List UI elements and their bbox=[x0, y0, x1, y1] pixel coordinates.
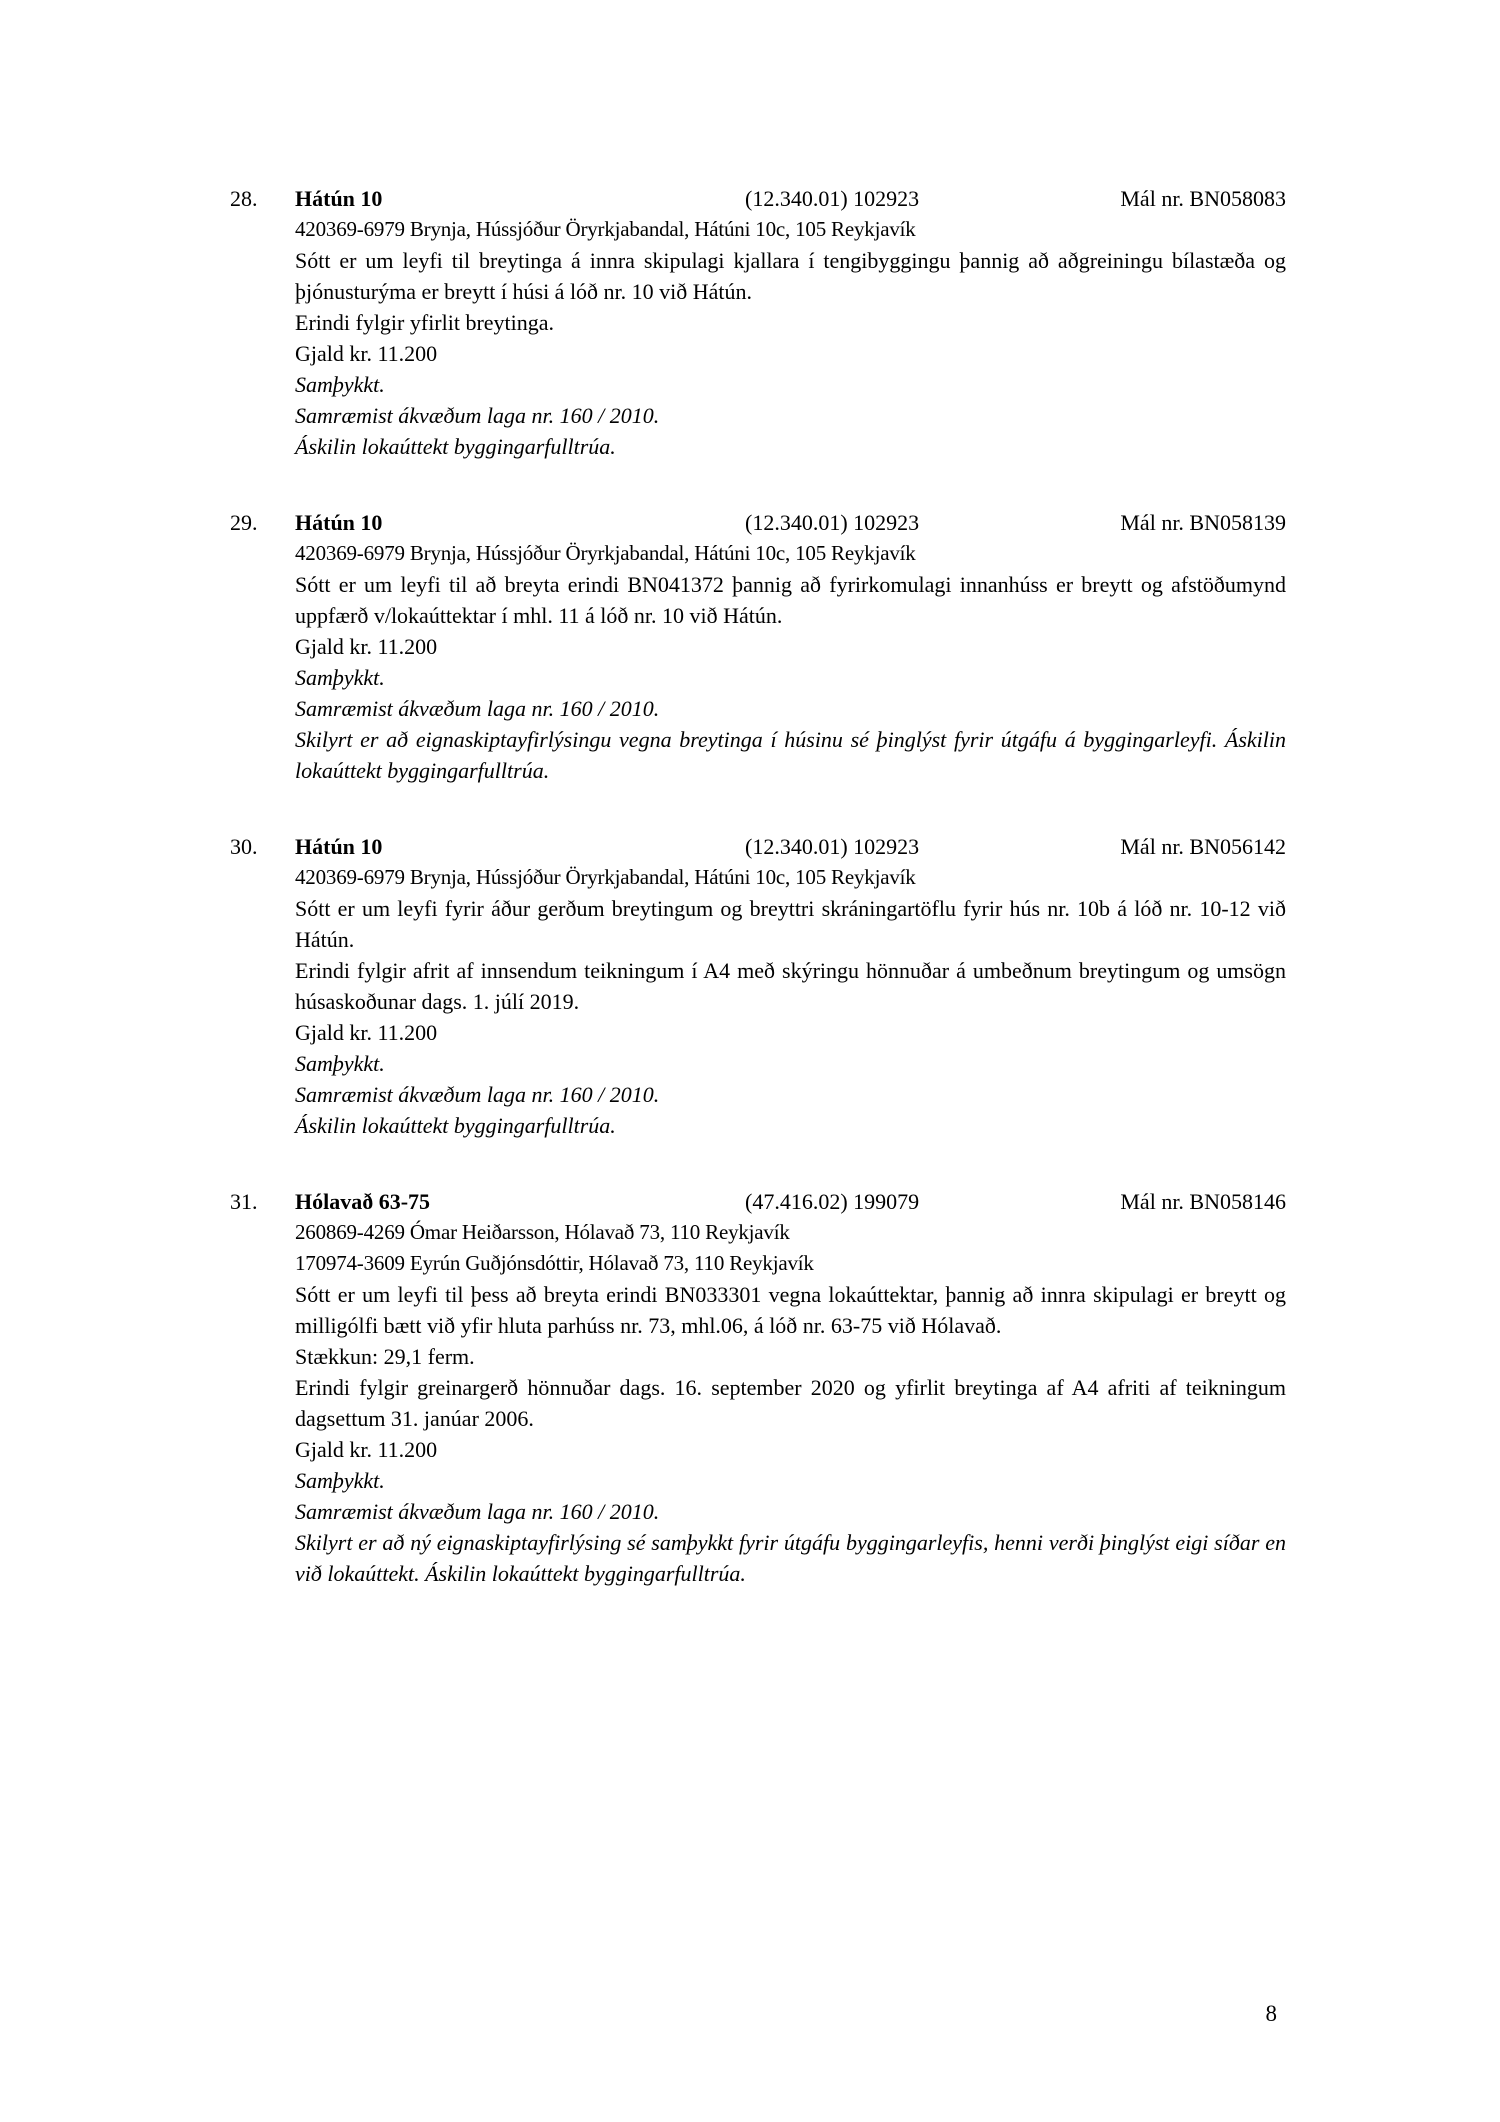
item-text-line: Áskilin lokaúttekt byggingarfulltrúa. bbox=[295, 434, 616, 459]
item-text-line: Sótt er um leyfi fyrir áður gerðum breytingum og breyttri skráningartöflu fyrir hús nr. 10b á lóð nr. 10-12 við Hátún. bbox=[295, 896, 1286, 952]
item-case-number: Mál nr. BN058083 bbox=[1120, 186, 1286, 211]
item-title: Hólavað 63-75 bbox=[295, 1189, 431, 1214]
item-text-line: 170974-3609 Eyrún Guðjónsdóttir, Hólavað 73, 110 Reykjavík bbox=[295, 1251, 814, 1275]
item-case-number: Mál nr. BN058146 bbox=[1120, 1189, 1286, 1214]
item-text-line: Samþykkt. bbox=[295, 1051, 385, 1076]
item-number: 29. bbox=[230, 510, 258, 535]
item-body bbox=[295, 538, 1286, 786]
item-header bbox=[295, 507, 1286, 538]
item-text-line: Gjald kr. 11.200 bbox=[295, 1020, 438, 1045]
agenda-item bbox=[230, 1186, 1286, 1589]
item-text-line: Samræmist ákvæðum laga nr. 160 / 2010. bbox=[295, 1499, 660, 1524]
item-text-line: 420369-6979 Brynja, Hússjóður Öryrkjabandal, Hátúni 10c, 105 Reykjavík bbox=[295, 541, 916, 565]
item-header bbox=[295, 183, 1286, 214]
item-text-line: Erindi fylgir yfirlit breytinga. bbox=[295, 310, 555, 335]
item-text-line: Samþykkt. bbox=[295, 665, 385, 690]
item-text-line: Skilyrt er að ný eignaskiptayfirlýsing sé samþykkt fyrir útgáfu byggingarleyfis, henni verði þinglýst eigi síðar en við lokaúttekt. Áskilin lokaúttekt byggingarfulltrúa. bbox=[295, 1530, 1286, 1586]
page-number: 8 bbox=[1265, 2001, 1277, 2026]
item-text-line: Skilyrt er að eignaskiptayfirlýsingu vegna breytinga í húsinu sé þinglýst fyrir útgáfu á byggingarleyfi. Áskilin lokaúttekt byggingarfulltrúa. bbox=[295, 727, 1286, 783]
item-text-line: Áskilin lokaúttekt byggingarfulltrúa. bbox=[295, 1113, 616, 1138]
item-text-line: Sótt er um leyfi til þess að breyta erindi BN033301 vegna lokaúttektar, þannig að innra skipulagi er breytt og milligólfi bætt við yfir hluta parhúss nr. 73, mhl.06, á lóð nr. 63-75 við Hólavað. bbox=[295, 1282, 1286, 1338]
item-text-line: Stækkun: 29,1 ferm. bbox=[295, 1344, 475, 1369]
item-text-line: Samræmist ákvæðum laga nr. 160 / 2010. bbox=[295, 1082, 660, 1107]
item-case-number: Mál nr. BN056142 bbox=[1120, 834, 1286, 859]
item-title: Hátún 10 bbox=[295, 186, 383, 211]
item-title: Hátún 10 bbox=[295, 510, 383, 535]
item-header bbox=[295, 1186, 1286, 1217]
item-case-number: Mál nr. BN058139 bbox=[1120, 510, 1286, 535]
agenda-item bbox=[230, 183, 1286, 462]
item-text-line: Samþykkt. bbox=[295, 1468, 385, 1493]
item-property-code: (47.416.02) 199079 bbox=[745, 1189, 920, 1214]
item-text-line: Samræmist ákvæðum laga nr. 160 / 2010. bbox=[295, 696, 660, 721]
item-text-line: Gjald kr. 11.200 bbox=[295, 634, 438, 659]
item-number: 31. bbox=[230, 1189, 258, 1214]
item-property-code: (12.340.01) 102923 bbox=[745, 186, 920, 211]
item-body bbox=[295, 214, 1286, 462]
item-text-line: Sótt er um leyfi til að breyta erindi BN041372 þannig að fyrirkomulagi innanhúss er breytt og afstöðumynd uppfærð v/lokaúttektar í mhl. 11 á lóð nr. 10 við Hátún. bbox=[295, 572, 1286, 628]
item-text-line: 260869-4269 Ómar Heiðarsson, Hólavað 73, 110 Reykjavík bbox=[295, 1220, 790, 1244]
item-text-line: Sótt er um leyfi til breytinga á innra skipulagi kjallara í tengibyggingu þannig að aðgreiningu bílastæða og þjónusturýma er breytt í húsi á lóð nr. 10 við Hátún. bbox=[295, 248, 1286, 304]
item-title: Hátún 10 bbox=[295, 834, 383, 859]
item-property-code: (12.340.01) 102923 bbox=[745, 834, 920, 859]
item-text-line: Samþykkt. bbox=[295, 372, 385, 397]
agenda-item bbox=[230, 507, 1286, 786]
item-number: 30. bbox=[230, 834, 258, 859]
item-header bbox=[295, 831, 1286, 862]
item-property-code: (12.340.01) 102923 bbox=[745, 510, 920, 535]
agenda-item-list bbox=[230, 183, 1286, 1634]
item-text-line: Gjald kr. 11.200 bbox=[295, 341, 438, 366]
item-body bbox=[295, 862, 1286, 1141]
item-text-line: Erindi fylgir greinargerð hönnuðar dags. 16. september 2020 og yfirlit breytinga af A4 afriti af teikningum dagsettum 31. janúar 2006. bbox=[295, 1375, 1286, 1431]
item-text-line: Samræmist ákvæðum laga nr. 160 / 2010. bbox=[295, 403, 660, 428]
item-body bbox=[295, 1217, 1286, 1589]
item-text-line: 420369-6979 Brynja, Hússjóður Öryrkjabandal, Hátúni 10c, 105 Reykjavík bbox=[295, 865, 916, 889]
item-text-line: Gjald kr. 11.200 bbox=[295, 1437, 438, 1462]
item-text-line: 420369-6979 Brynja, Hússjóður Öryrkjabandal, Hátúni 10c, 105 Reykjavík bbox=[295, 217, 916, 241]
agenda-item bbox=[230, 831, 1286, 1141]
item-number: 28. bbox=[230, 186, 258, 211]
item-text-line: Erindi fylgir afrit af innsendum teikningum í A4 með skýringu hönnuðar á umbeðnum breytingum og umsögn húsaskoðunar dags. 1. júlí 2019. bbox=[295, 958, 1286, 1014]
